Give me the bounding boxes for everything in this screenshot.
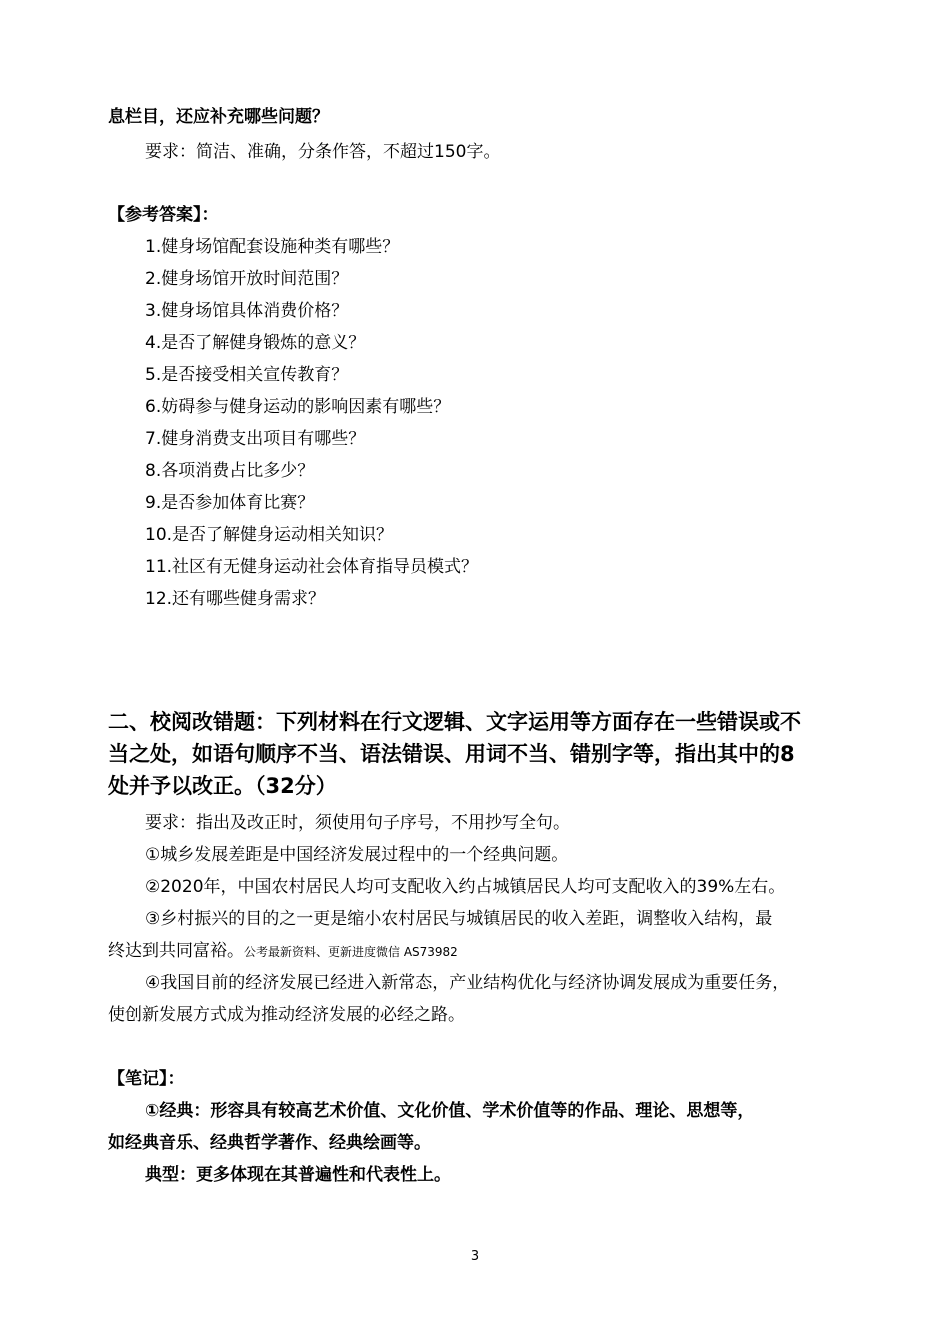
sentence-3-line2 — [108, 939, 458, 964]
question-requirement: 要求：简洁、准确，分条作答，不超过150字。 — [145, 142, 501, 162]
section-requirement: 要求：指出及改正时，须使用句子序号，不用抄写全句。 — [145, 813, 570, 833]
sentence-1: ①城乡发展差距是中国经济发展过程中的一个经典问题。 — [145, 845, 569, 865]
page-number: 3 — [470, 1249, 480, 1264]
answer-item: 6.妨碍参与健身运动的影响因素有哪些？ — [145, 397, 451, 417]
sentence-4-line2: 使创新发展方式成为推动经济发展的必经之路。 — [108, 1005, 465, 1025]
answer-item: 9.是否参加体育比赛？ — [145, 493, 315, 513]
answer-heading: 【参考答案】： — [108, 205, 219, 225]
answer-item: 11.社区有无健身运动社会体育指导员模式？ — [145, 557, 479, 577]
answer-item: 5.是否接受相关宣传教育？ — [145, 365, 349, 385]
notes-line: ①经典：形容具有较高艺术价值、文化价值、学术价值等的作品、理论、思想等， — [145, 1101, 755, 1121]
answer-item: 4.是否了解健身锻炼的意义？ — [145, 333, 366, 353]
answer-item: 1.健身场馆配套设施种类有哪些？ — [145, 237, 400, 257]
question-continuation: 息栏目，还应补充哪些问题？ — [108, 107, 329, 127]
answer-item: 7.健身消费支出项目有哪些？ — [145, 429, 366, 449]
section-title-line: 处并予以改正。（32分） — [108, 774, 337, 798]
notes-line: 典型：更多体现在其普遍性和代表性上。 — [145, 1165, 451, 1185]
section-title-line: 二、校阅改错题：下列材料在行文逻辑、文字运用等方面存在一些错误或不 — [108, 710, 801, 734]
answer-item: 2.健身场馆开放时间范围？ — [145, 269, 349, 289]
sentence-4-line1: ④我国目前的经济发展已经进入新常态，产业结构优化与经济协调发展成为重要任务， — [145, 973, 790, 993]
watermark-text: 公考最新资料、更新进度微信 AS73982 — [244, 945, 458, 959]
answer-item: 10.是否了解健身运动相关知识？ — [145, 525, 394, 545]
section-title-line: 当之处，如语句顺序不当、语法错误、用词不当、错别字等，指出其中的8 — [108, 742, 795, 766]
answer-item: 12.还有哪些健身需求？ — [145, 589, 326, 609]
notes-heading: 【笔记】： — [108, 1069, 185, 1089]
answer-item: 3.健身场馆具体消费价格？ — [145, 301, 349, 321]
sentence-2: ②2020年，中国农村居民人均可支配收入约占城镇居民人均可支配收入的39%左右。 — [145, 877, 786, 897]
sentence-3-text: 终达到共同富裕。 — [108, 941, 244, 961]
sentence-3-line1: ③乡村振兴的目的之一更是缩小农村居民与城镇居民的收入差距，调整收入结构，最 — [145, 909, 773, 929]
notes-line: 如经典音乐、经典哲学著作、经典绘画等。 — [108, 1133, 431, 1153]
answer-item: 8.各项消费占比多少？ — [145, 461, 315, 481]
